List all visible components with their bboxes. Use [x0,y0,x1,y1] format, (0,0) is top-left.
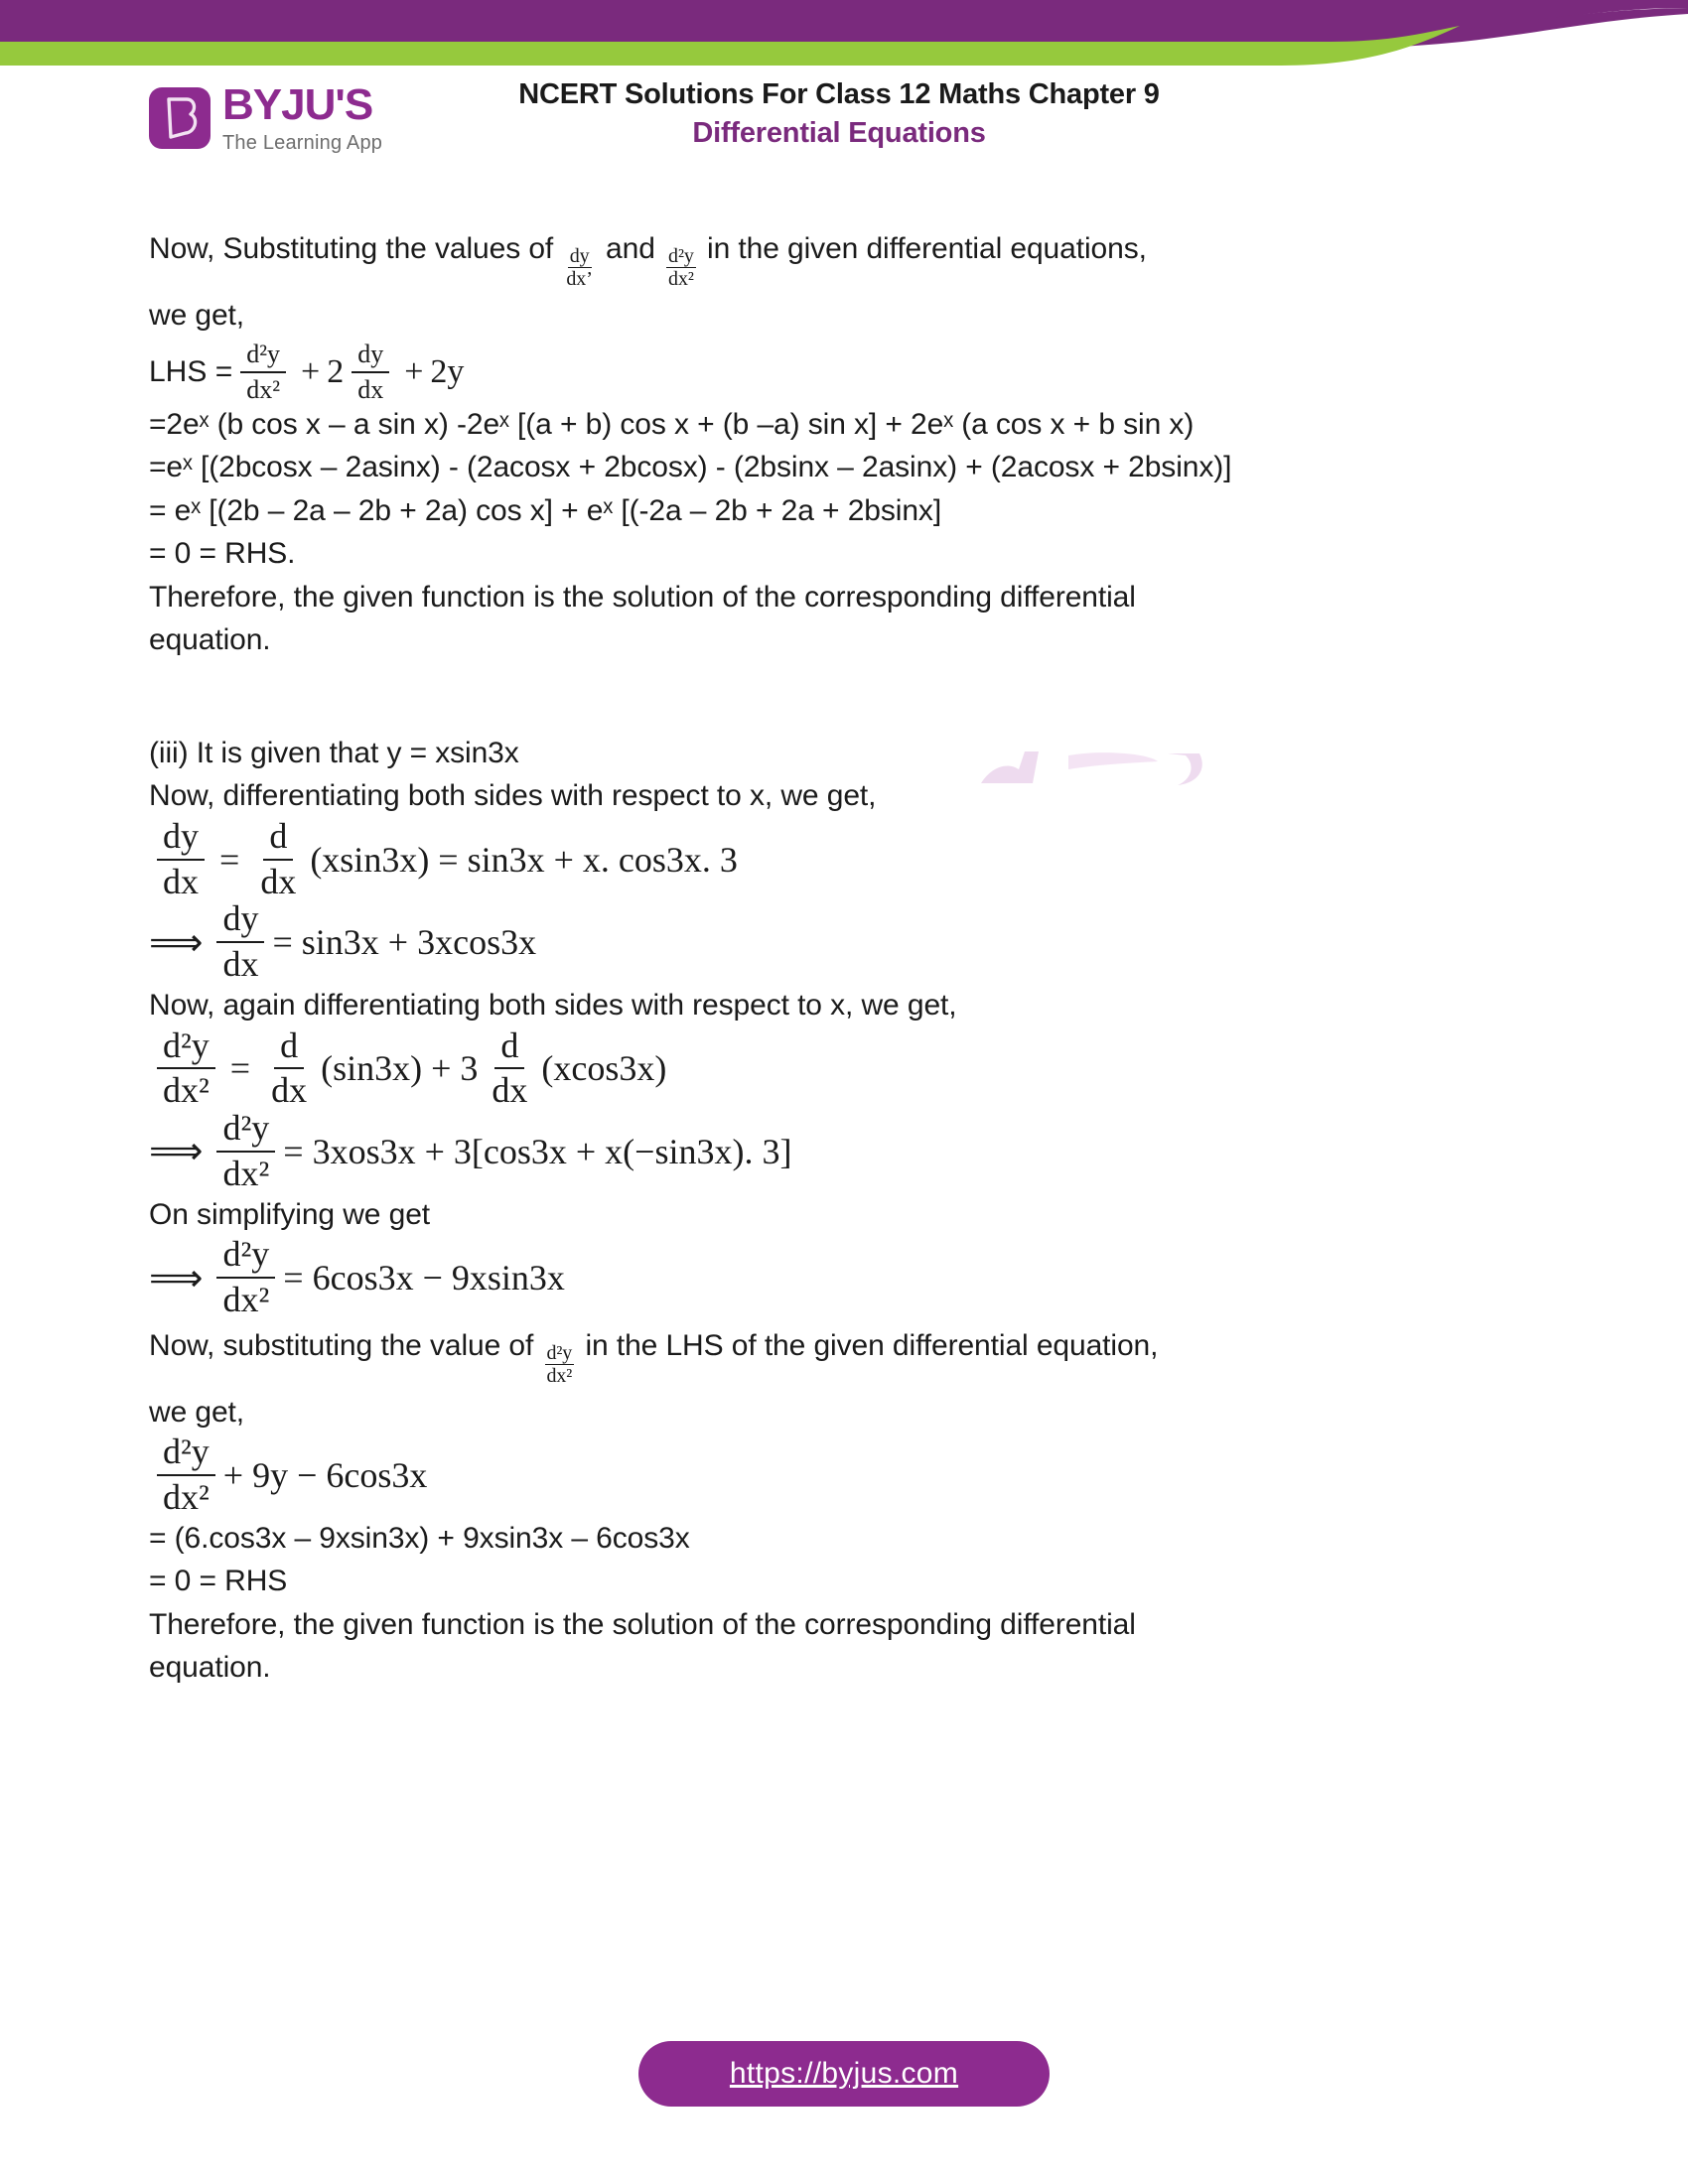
fraction-denominator: dx² [163,1476,210,1517]
inline-fraction-d2y-dx2 [666,246,696,290]
substitution-suffix: in the LHS of the given differential equation, [585,1328,1159,1362]
equation-final-lhs [149,1433,1410,1517]
header-decoration [0,0,1688,69]
fraction-numerator: d²y [216,1236,275,1279]
fraction-denominator: dx² [668,268,694,291]
derivation-step-2: =eˣ [(2bcosx – 2asinx) - (2acosx + 2bcosx) - (2bsinx – 2asinx) + (2acosx + 2bsinx)] [149,451,1232,484]
substitution-paragraph [149,1325,1410,1389]
substitution-line2: we get, [149,1395,245,1429]
fraction-d2y-dx2 [157,1024,215,1111]
equation-right-side: (xsin3x) = sin3x + x. cos3x. 3 [310,839,738,880]
fraction-numerator: d [263,818,293,861]
intro-line2: we get, [149,298,245,332]
fraction-denominator: dx [492,1070,528,1111]
conclusion-1-line-2: equation. [149,623,271,657]
conclusion-2-line-1: Therefore, the given function is the solution of the corresponding differential [149,1607,1136,1641]
fraction-numerator: dy [216,900,264,943]
fraction-denominator: dx [357,374,384,404]
page-header [139,62,1539,191]
fraction-d2y-dx2 [216,1236,275,1319]
fraction-d-dx [265,1024,313,1111]
fraction-denominator: dx² [222,1153,270,1193]
fraction-d2y-dx2 [240,341,286,403]
fraction-d-dx [486,1024,533,1111]
simplify-text: On simplifying we get [149,1197,431,1231]
conclusion-2-line-2: equation. [149,1651,271,1685]
fraction-numerator: d²y [216,1110,275,1153]
derivation-step-4: = 0 = RHS. [149,537,296,571]
fraction-d2y-dx2 [157,1433,215,1517]
fraction-numerator: dy [157,818,205,861]
logo-tagline: The Learning App [222,132,383,154]
final-step-1: = (6.cos3x – 9xsin3x) + 9xsin3x – 6cos3x [149,1521,690,1555]
fraction-denominator: dx [163,861,199,901]
inline-fraction-d2y-dx2 [545,1343,575,1387]
equation-right-side: = 3xos3x + 3[cos3x + x(−sin3x). 3] [283,1131,792,1171]
equation-right-side: = 6cos3x − 9xsin3x [283,1258,565,1298]
document-body [149,228,1410,1690]
equation-second-derivative [149,1024,1410,1111]
term-2y: 2y [430,352,465,390]
fraction-denominator: dx’ [566,268,593,291]
fraction-denominator: dx² [163,1070,210,1111]
fraction-denominator: dx [222,944,259,985]
again-differentiate-text: Now, again differentiating both sides with respect to x, we get, [149,989,957,1023]
lhs-label: LHS = [149,354,233,388]
page-footer [0,2041,1688,2107]
final-step-2: = 0 = RHS [149,1565,288,1598]
logo-name: BYJU'S [222,80,373,129]
conclusion-1-line-1: Therefore, the given function is the solution of the corresponding differential [149,580,1136,614]
implies-arrow-icon: ⟹ [149,1257,204,1299]
fraction-d2y-dx2 [216,1110,275,1193]
coefficient-2: 2 [327,352,345,390]
equation-tail: (xcos3x) [541,1048,667,1089]
byjus-url-button[interactable]: https://byjus.com [638,2041,1050,2107]
fraction-denominator: dx [271,1070,308,1111]
equation-first-derivative [149,815,1410,901]
derivation-step-1: =2eˣ (b cos x – a sin x) -2eˣ [(a + b) cos x + (b –a) sin x] + 2eˣ (a cos x + b sin x) [149,407,1195,441]
part-iii-heading: (iii) It is given that y = xsin3x [149,736,519,769]
fraction-dy-dx [216,900,264,984]
intro-paragraph [149,228,1410,292]
page-title-line1: NCERT Solutions For Class 12 Maths Chapter 9 [518,78,1160,110]
equation-lhs [149,341,1410,403]
fraction-numerator: d²y [240,341,286,372]
intro-suffix: in the given differential equations, [707,232,1147,265]
fraction-numerator: d²y [157,1433,215,1476]
fraction-dy-dx [352,341,389,403]
derivation-step-3: = eˣ [(2b – 2a – 2b + 2a) cos x] + eˣ [(-2a – 2b + 2a + 2bsinx] [149,493,942,527]
implies-arrow-icon: ⟹ [149,1131,204,1173]
fraction-numerator: d [494,1027,524,1070]
fraction-numerator: dy [352,341,389,372]
page-title [139,75,1539,153]
equals-operator: = [229,1048,251,1089]
fraction-numerator: dy [569,245,590,267]
equation-middle: (sin3x) + 3 [321,1048,479,1089]
fraction-numerator: d²y [546,1341,573,1364]
plus-operator: + [404,352,424,390]
equation-right-side: + 9y − 6cos3x [222,1454,428,1495]
substitution-prefix: Now, substituting the value of [149,1328,534,1362]
fraction-denominator: dx [260,861,297,901]
equation-first-derivative-simplified [149,900,1410,984]
fraction-denominator: dx² [246,374,281,404]
fraction-numerator: d [274,1027,304,1070]
fraction-numerator: d²y [157,1027,215,1070]
page-title-line2: Differential Equations [692,117,986,150]
fraction-denominator: dx² [222,1280,270,1320]
equals-operator: = [219,839,240,880]
plus-operator: + [301,352,321,390]
intro-prefix: Now, Substituting the values of [149,232,554,265]
part-iii-differentiate-text: Now, differentiating both sides with respect to x, we get, [149,779,877,813]
fraction-denominator: dx² [546,1365,573,1388]
fraction-dy-dx [157,815,205,901]
equation-right-side: = sin3x + 3xcos3x [272,922,537,963]
implies-arrow-icon: ⟹ [149,921,204,964]
equation-second-derivative-expanded [149,1110,1410,1193]
intro-mid: and [606,232,655,265]
fraction-numerator: d²y [668,245,694,267]
fraction-d-dx [254,815,302,901]
inline-fraction-dy-dx [564,246,594,290]
equation-second-derivative-simplified [149,1236,1410,1319]
